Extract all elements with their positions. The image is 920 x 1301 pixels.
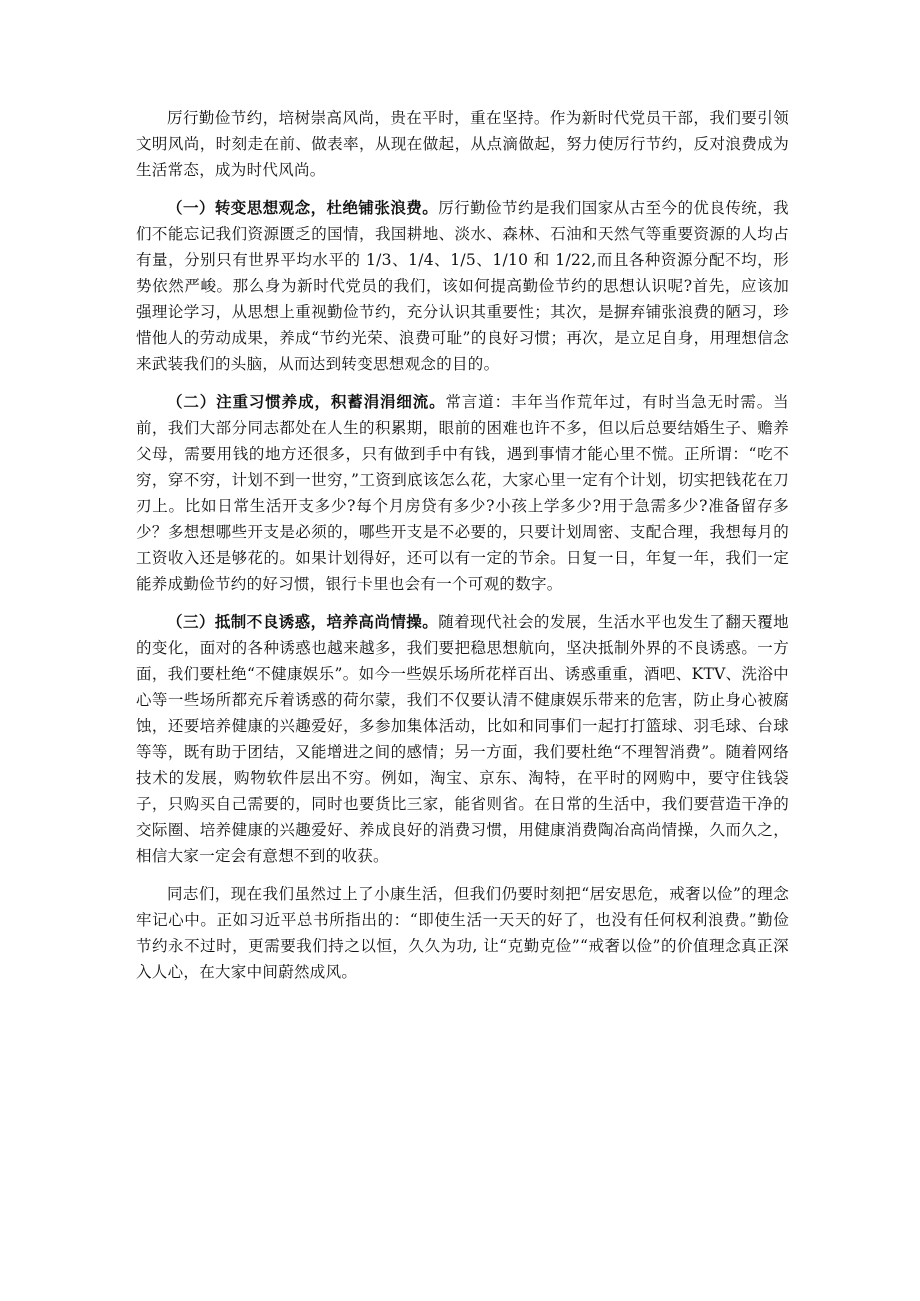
section-heading: （二）注重习惯养成，积蓄涓涓细流。: [167, 393, 446, 411]
paragraph-section-2: [136, 389, 789, 597]
paragraph-text: 常言道：丰年当作荒年过，有时当急无时需。当前，我们大部分同志都处在人生的积累期，眼前的困难也许不多，但以后总要结婚生子、赡养父母，需要用钱的地方还很多，只有做到手中有钱，遇到事情才能心里不慌。正所谓：“吃不穷，穿不穷，计划不到一世穷，”工资到底该怎么花，大家心里一定有个计划，切实把钱花在刀刃上。比如日常生活开支多少?每个月房贷有多少?小孩上学多少?用于急需多少?准备留存多少？多想想哪些开支是必须的，哪些开支是不必要的，只要计划周密、支配合理，我想每月的工资收入还是够花的。如果计划得好，还可以有一定的节余。日复一日，年复一年，我们一定能养成勤俭节约的好习惯，银行卡里也会有一个可观的数字。: [136, 393, 789, 593]
paragraph-text: 同志们，现在我们虽然过上了小康生活，但我们仍要时刻把“居安思危，戒奢以俭”的理念牢记心中。正如习近平总书所指出的：“即使生活一天天的好了，也没有任何权利浪费。”勤俭节约永不过时，更需要我们持之以恒，久久为功, 让“克勤克俭”“戒奢以俭”的价值理念真正深入人心，在大家中间蔚然成风。: [136, 885, 789, 981]
paragraph-text: 厉行勤俭节约，培树崇高风尚，贵在平时，重在坚持。作为新时代党员干部，我们要引领文明风尚，时刻走在前、做表率，从现在做起，从点滴做起，努力使厉行节约，反对浪费成为生活常态，成为时代风尚。: [136, 109, 789, 179]
paragraph-section-1: [136, 195, 789, 377]
paragraph-conclusion: [136, 881, 789, 985]
document-body: [136, 105, 789, 997]
paragraph-section-3: [136, 609, 789, 869]
paragraph-text: 随着现代社会的发展，生活水平也发生了翻天覆地的变化，面对的各种诱惑也越来越多，我们要把稳思想航向，坚决抵制外界的不良诱惑。一方面，我们要杜绝“不健康娱乐”。如今一些娱乐场所花样百出、诱惑重重，酒吧、KTV、洗浴中心等一些场所都充斥着诱惑的荷尔蒙，我们不仅要认清不健康娱乐带来的危害，防止身心被腐蚀，还要培养健康的兴趣爱好，多参加集体活动，比如和同事们一起打打篮球、羽毛球、台球等等，既有助于团结，又能增进之间的感情；另一方面，我们要杜绝“不理智消费”。随着网络技术的发展，购物软件层出不穷。例如，淘宝、京东、淘特，在平时的网购中，要守住钱袋子，只购买自己需要的，同时也要货比三家，能省则省。在日常的生活中，我们要营造干净的交际圈、培养健康的兴趣爱好、养成良好的消费习惯，用健康消费陶冶高尚情操，久而久之，相信大家一定会有意想不到的收获。: [136, 613, 789, 865]
paragraph-intro: [136, 105, 789, 183]
section-heading: （三）抵制不良诱惑，培养高尚情操。: [167, 613, 439, 631]
section-heading: （一）转变思想观念，杜绝铺张浪费。: [167, 199, 439, 217]
paragraph-text: 厉行勤俭节约是我们国家从古至今的优良传统，我们不能忘记我们资源匮乏的国情，我国耕地、淡水、森林、石油和天然气等重要资源的人均占有量，分别只有世界平均水平的 1/3、1/4、1/5、1/10 和 1/22,而且各种资源分配不均，形势依然严峻。那么身为新时代党员的我们，该如何提高勤俭节约的思想认识呢?首先，应该加强理论学习，从思想上重视勤俭节约，充分认识其重要性；其次，是摒弃铺张浪费的陋习，珍惜他人的劳动成果，养成“节约光荣、浪费可耻”的良好习惯；再次，是立足自身，用理想信念来武装我们的头脑，从而达到转变思想观念的目的。: [136, 199, 789, 373]
